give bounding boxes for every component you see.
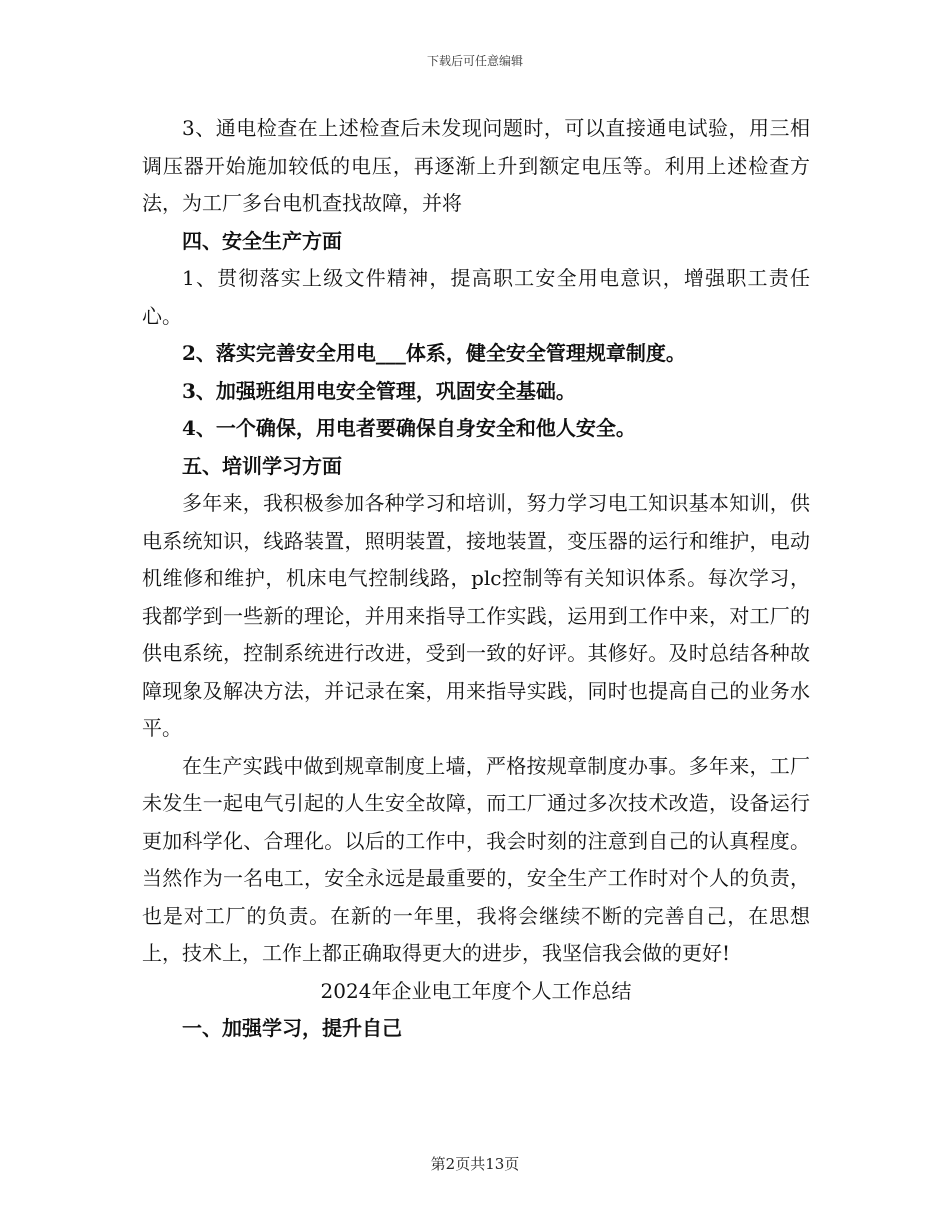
safety-item-2: 2、落实完善安全用电___体系，健全安全管理规章制度。 — [182, 341, 686, 365]
document-title: 2024年企业电工年度个人工作总结 — [320, 978, 632, 1003]
page-number-footer: 第2页共13页 — [430, 1155, 520, 1173]
section-heading-safety-production: 四、安全生产方面 — [182, 228, 342, 253]
section-heading-study: 一、加强学习，提升自己 — [182, 1016, 402, 1040]
page-header-note: 下载后可任意编辑 — [426, 54, 523, 68]
paragraph-inspection-step-3: 3、通电检查在上述检查后未发现问题时，可以直接通电试验，用三相调压器开始施加较低的电压，再逐渐上升到额定电压等。利用上述检查方法，为工厂多台电机查找故障，并将 — [142, 116, 810, 215]
paragraph-training-body: 多年来，我积极参加各种学习和培训，努力学习电工知识基本知训，供电系统知识，线路装置，照明装置，接地装置，变压器的运行和维护，电动机维修和维护，机床电气控制线路，plc控制等有关知识体系。每次学习，我都学到一些新的理论，并用来指导工作实践，运用到工作中来，对工厂的供电系统，控制系统进行改进，受到一致的好评。其修好。及时总结各种故障现象及解决方法，并记录在案，用来指导实践，同时也提高自己的业务水平。 — [142, 491, 810, 740]
section-heading-training: 五、培训学习方面 — [182, 453, 342, 478]
paragraph-practice-body: 在生产实践中做到规章制度上墙，严格按规章制度办事。多年来，工厂未发生一起电气引起的人生安全故障，而工厂通过多次技术改造，设备运行更加科学化、合理化。以后的工作中，我会时刻的注意到自己的认真程度。当然作为一名电工，安全永远是最重要的，安全生产工作时对个人的负责，也是对工厂的负责。在新的一年里，我将会继续不断的完善自己，在思想上，技术上，工作上都正确取得更大的进步，我坚信我会做的更好! — [142, 753, 810, 965]
document-body — [142, 110, 810, 1048]
safety-item-4: 4、一个确保，用电者要确保自身安全和他人安全。 — [182, 416, 636, 440]
safety-item-3: 3、加强班组用电安全管理，巩固安全基础。 — [182, 378, 576, 403]
safety-item-1: 1、贯彻落实上级文件精神，提高职工安全用电意识，增强职工责任心。 — [142, 266, 810, 328]
